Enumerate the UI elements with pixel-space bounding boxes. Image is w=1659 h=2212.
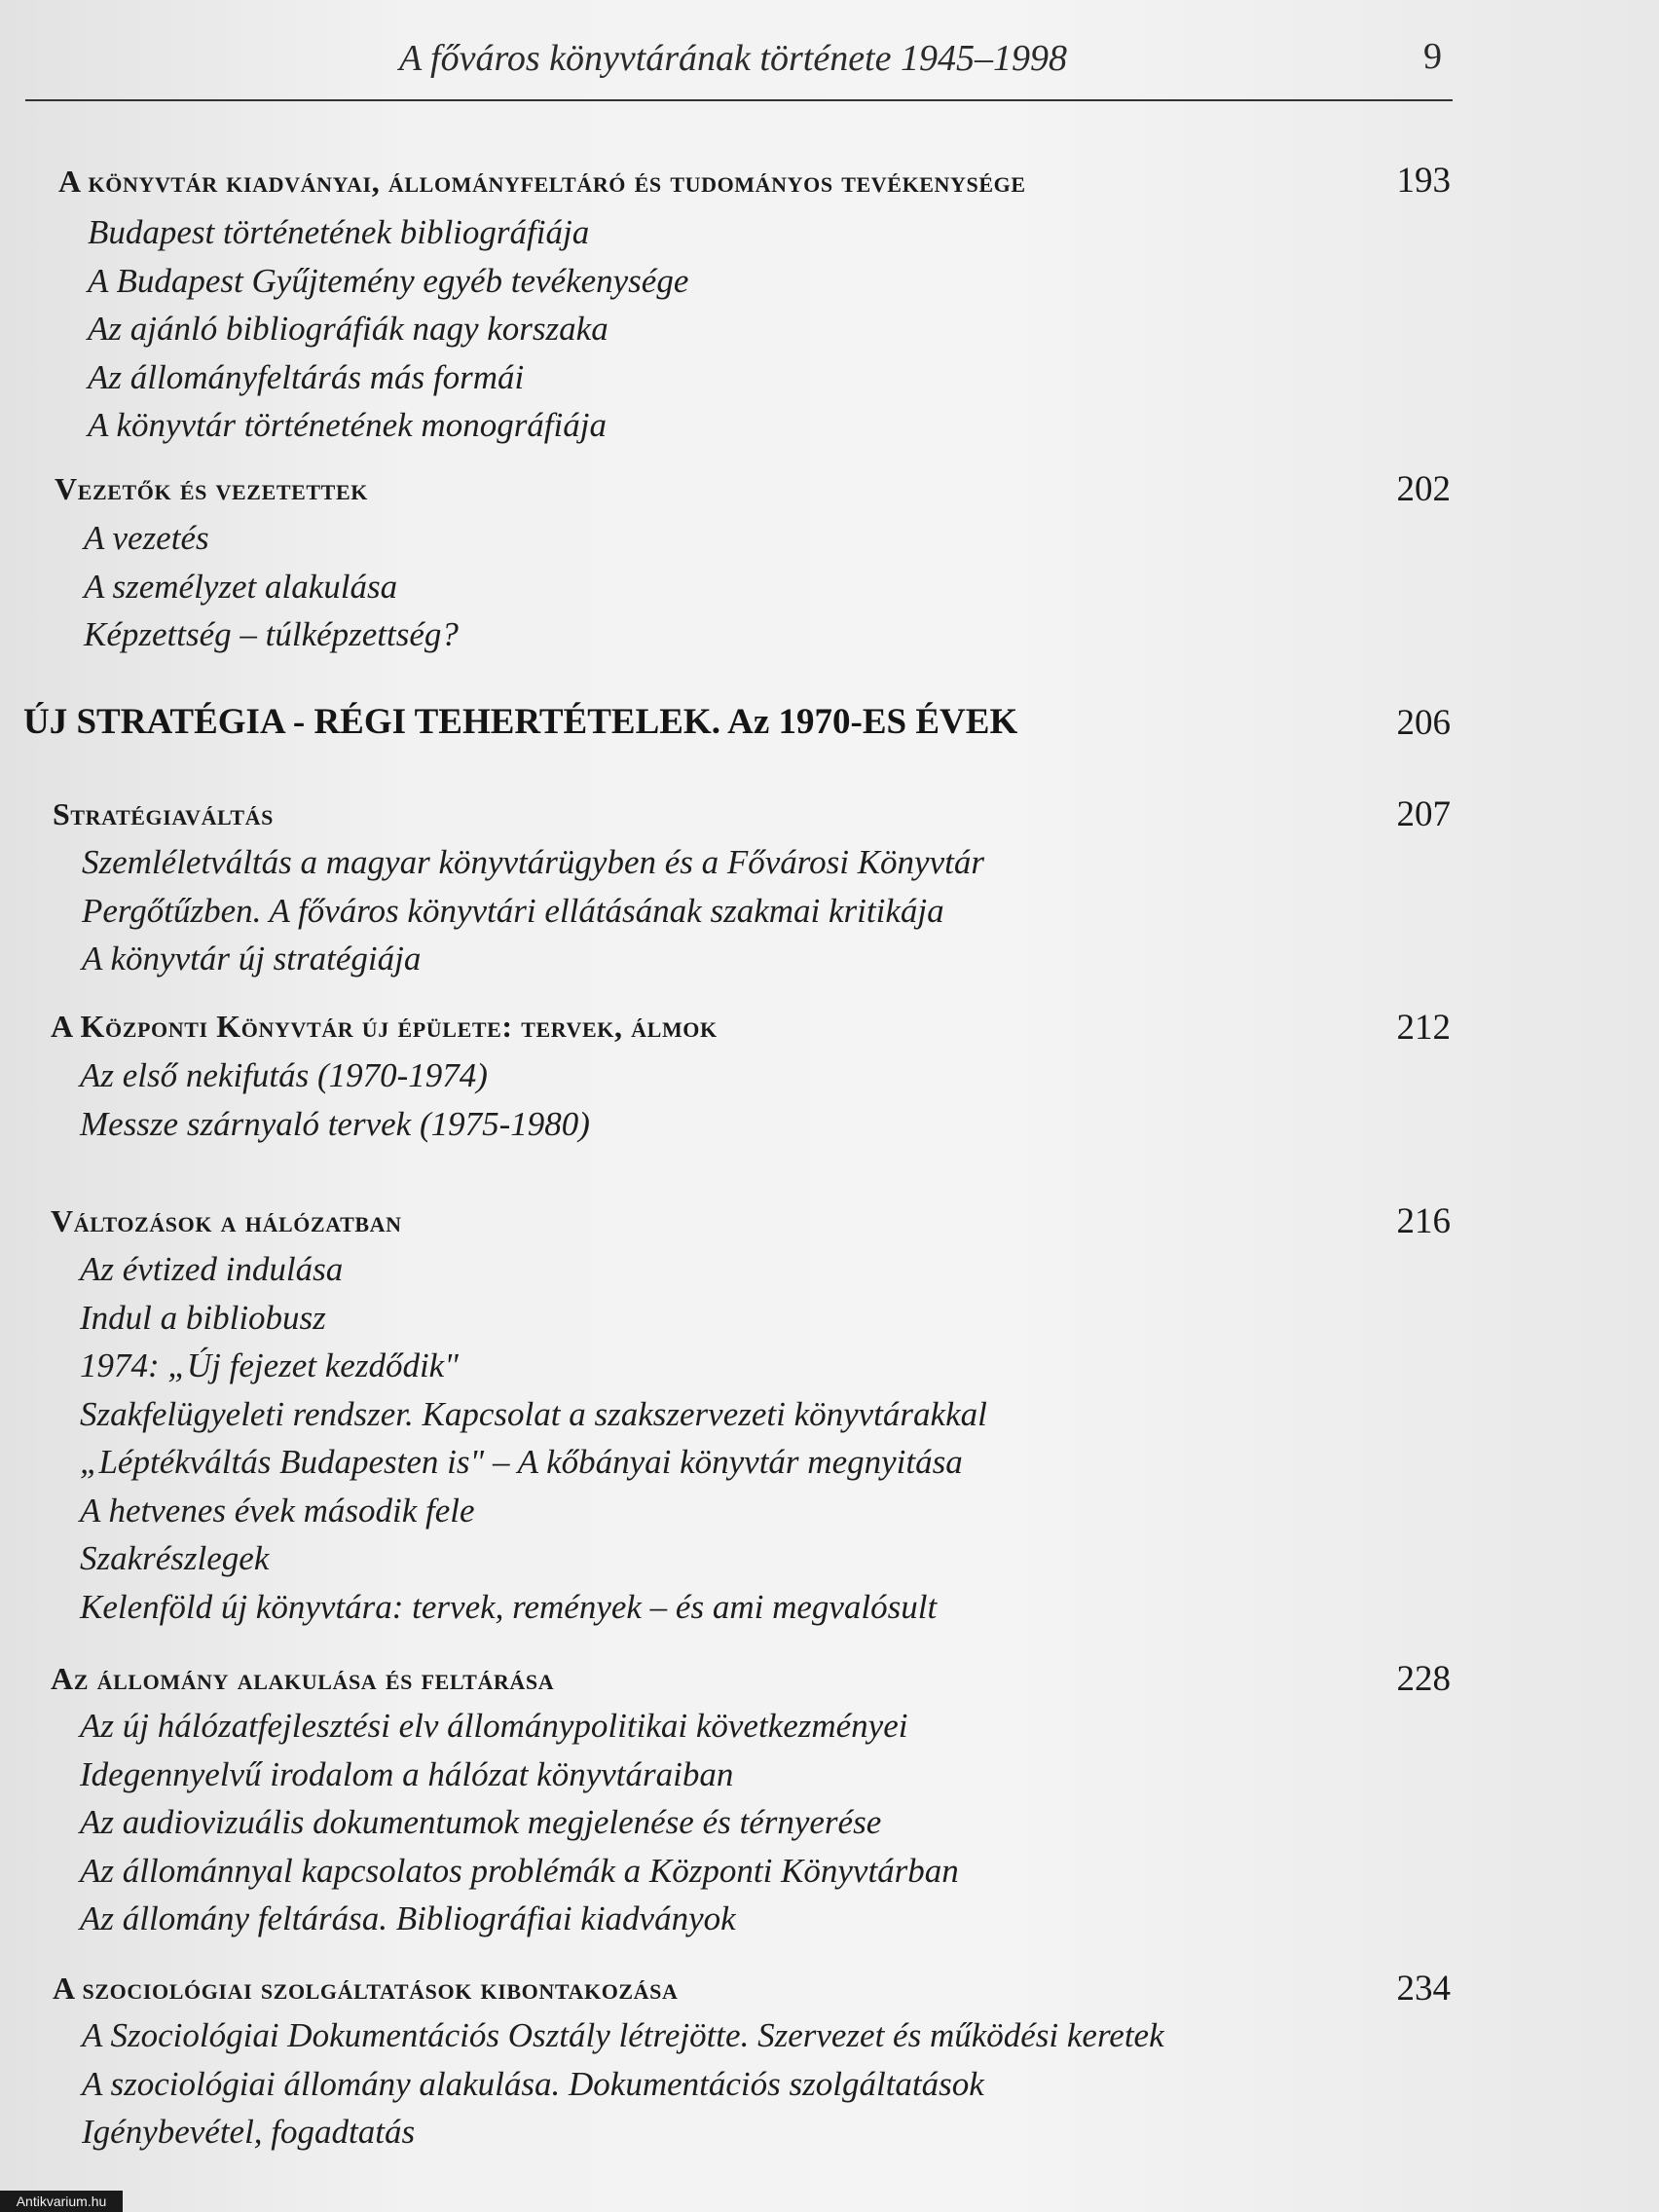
toc-entry: A könyvtár új stratégiája — [82, 940, 422, 977]
toc-entry: A szociológiai állomány alakulása. Dokumentációs szolgáltatások — [82, 2064, 984, 2103]
chapter-page: 206 — [1396, 703, 1451, 743]
toc-entry: Az új hálózatfejlesztési elv állománypolitikai következményei — [80, 1707, 908, 1745]
toc-entry: Az állomány feltárása. Bibliográfiai kiadványok — [80, 1899, 736, 1937]
toc-entry-list — [80, 1702, 959, 1943]
toc-entry: Messze szárnyaló tervek (1975-1980) — [80, 1104, 590, 1143]
page-number: 9 — [1423, 36, 1442, 77]
toc-section-title: A könyvtár kiadványai, állományfeltáró és tudományos tevékenysége — [58, 164, 1026, 199]
toc-entry: A személyzet alakulása — [84, 567, 398, 606]
toc-entry: Szakfelügyeleti rendszer. Kapcsolat a szakszervezeti könyvtárakkal — [80, 1394, 987, 1433]
toc-entry: Pergőtűzben. A főváros könyvtári ellátásának szakmai kritikája — [82, 891, 944, 930]
toc-entry: Az évtized indulása — [80, 1250, 344, 1288]
toc-section-page: 202 — [1396, 469, 1451, 509]
toc-section-title: A Központi Könyvtár új épülete: tervek, álmok — [51, 1009, 718, 1044]
toc-section-title: Változások a hálózatban — [51, 1203, 402, 1238]
toc-entry: A könyvtár történetének monográfiája — [88, 406, 607, 444]
toc-entry: Budapest történetének bibliográfiája — [88, 213, 590, 251]
toc-entry: A vezetés — [84, 519, 209, 557]
toc-entry-list — [88, 208, 688, 450]
toc-section-page: 207 — [1396, 794, 1451, 834]
toc-entry: Idegennyelvű irodalom a hálózat könyvtáraiban — [80, 1754, 734, 1793]
chapter-title: ÚJ STRATÉGIA - RÉGI TEHERTÉTELEK. Az 1970-ES ÉVEK — [23, 702, 1018, 742]
toc-section-page: 234 — [1396, 1969, 1451, 2009]
toc-entry: A Szociológiai Dokumentációs Osztály létrejötte. Szervezet és működési keretek — [82, 2016, 1164, 2054]
toc-section-title: Stratégiaváltás — [53, 796, 274, 831]
toc-entry: Kelenföld új könyvtára: tervek, remények – és ami megvalósult — [80, 1587, 938, 1626]
toc-entry: Szemléletváltás a magyar könyvtárügyben és a Fővárosi Könyvtár — [82, 843, 984, 881]
toc-entry: Igénybevétel, fogadtatás — [82, 2113, 416, 2151]
toc-entry: Az első nekifutás (1970-1974) — [80, 1056, 488, 1094]
toc-section-title: Vezetők és vezetettek — [55, 471, 368, 506]
toc-entry-list — [80, 1051, 590, 1148]
toc-entry: Indul a bibliobusz — [80, 1298, 326, 1337]
toc-entry: Képzettség – túlképzettség? — [84, 615, 459, 653]
watermark: Antikvarium.hu — [0, 2191, 123, 2212]
toc-section-title: Az állomány alakulása és feltárása — [51, 1661, 555, 1696]
toc-entry: Az ajánló bibliográfiák nagy korszaka — [88, 310, 608, 348]
toc-entry: Szakrészlegek — [80, 1539, 270, 1577]
toc-entry-list — [82, 838, 984, 983]
toc-entry: A Budapest Gyűjtemény egyéb tevékenysége — [88, 261, 689, 300]
toc-section-page: 216 — [1396, 1201, 1451, 1241]
toc-section-title: A szociológiai szolgáltatások kibontakozása — [53, 1971, 679, 2006]
toc-entry: Az audiovizuális dokumentumok megjelenése és térnyerése — [80, 1803, 882, 1841]
toc-section-page: 228 — [1396, 1659, 1451, 1699]
toc-entry: Az állományfeltárás más formái — [88, 357, 525, 396]
toc-section-page: 193 — [1396, 161, 1451, 201]
running-title: A főváros könyvtárának története 1945–1998 — [399, 38, 1067, 79]
toc-entry-list — [82, 2011, 1164, 2157]
toc-entry-list — [84, 514, 459, 659]
toc-entry-list — [80, 1245, 987, 1631]
toc-entry: Az állománnyal kapcsolatos problémák a Központi Könyvtárban — [80, 1851, 959, 1890]
toc-section-page: 212 — [1396, 1008, 1451, 1048]
header-rule — [25, 99, 1453, 101]
toc-entry: „Léptékváltás Budapesten is" – A kőbányai könyvtár megnyitása — [80, 1443, 963, 1481]
toc-entry: A hetvenes évek második fele — [80, 1491, 475, 1530]
toc-entry: 1974: „Új fejezet kezdődik" — [80, 1346, 459, 1384]
